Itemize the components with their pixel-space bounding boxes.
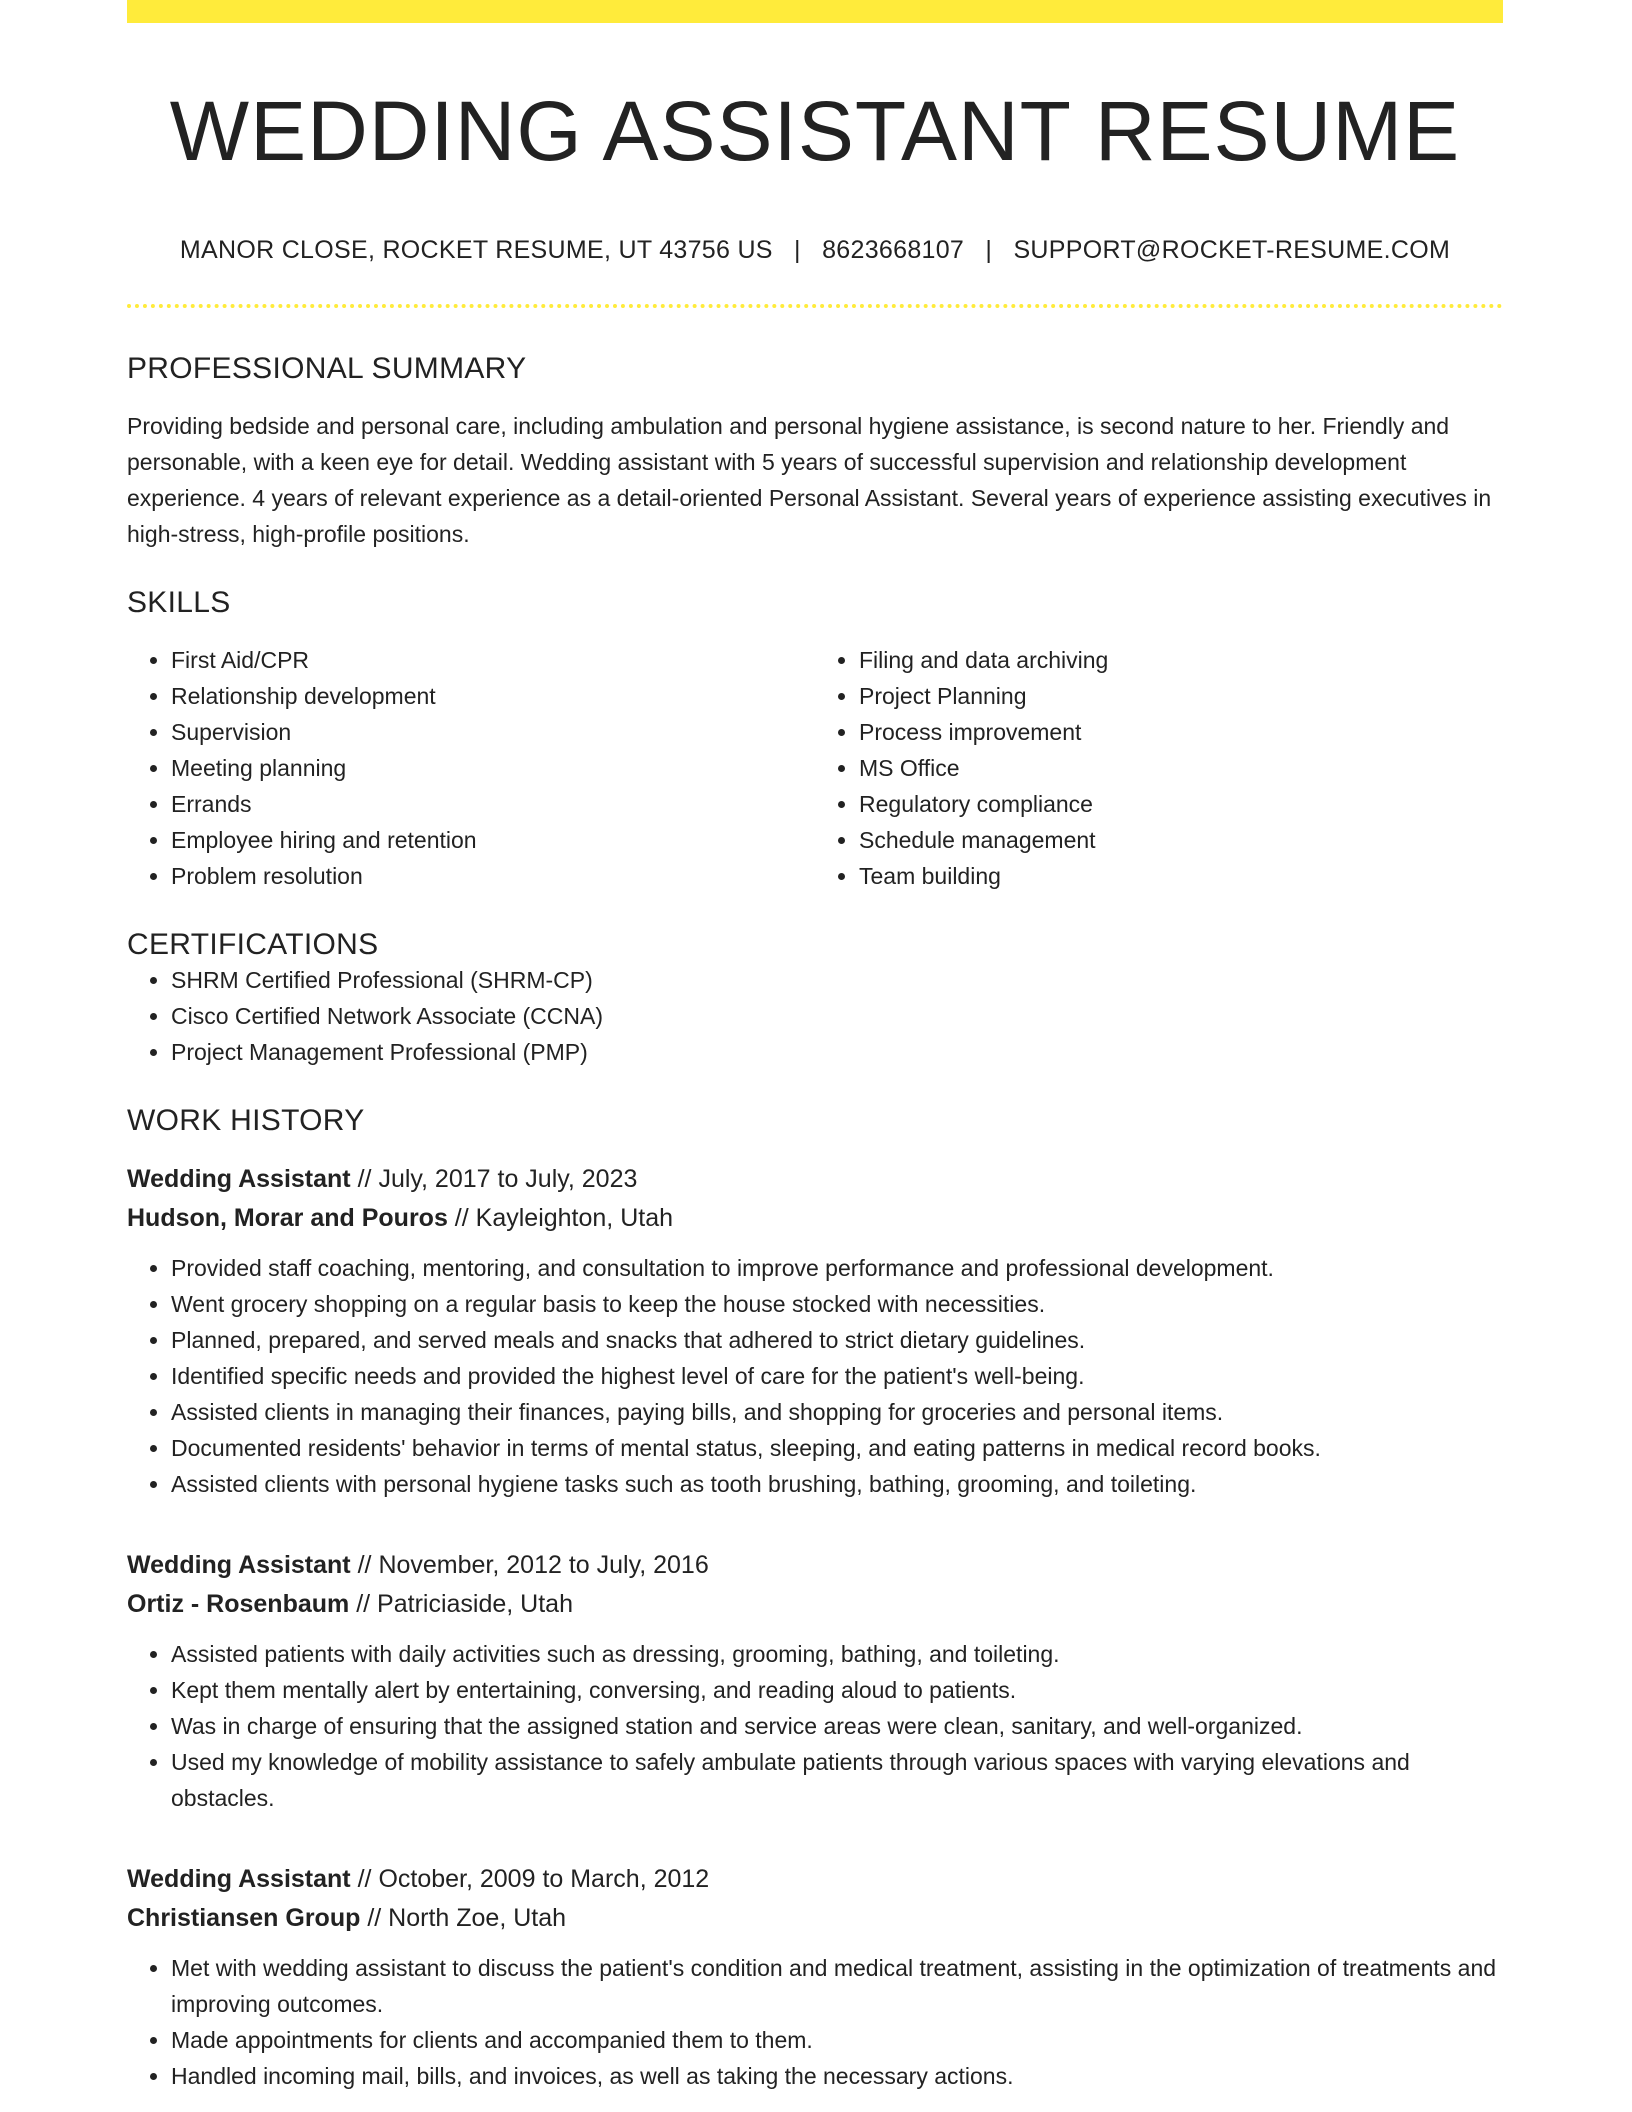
job-location: North Zoe, Utah (388, 1904, 567, 1933)
contact-email: SUPPORT@ROCKET-RESUME.COM (1013, 236, 1451, 265)
skill-item: • First Aid/CPR (171, 642, 815, 678)
job-duty-item: • Made appointments for clients and accompanied them to them. (171, 2022, 1503, 2058)
skill-item: • Supervision (171, 714, 815, 750)
contact-address: MANOR CLOSE, ROCKET RESUME, UT 43756 US (179, 236, 773, 265)
skill-item: • Regulatory compliance (859, 786, 1503, 822)
skill-item: • Process improvement (859, 714, 1503, 750)
skills-list-left (127, 642, 815, 894)
job-separator: // (360, 1904, 389, 1933)
job-dates: November, 2012 to July, 2016 (378, 1551, 709, 1580)
job-title-line (127, 1860, 1503, 1899)
skill-item: • Meeting planning (171, 750, 815, 786)
work-history-heading: WORK HISTORY (127, 1104, 365, 1138)
job-duty-item: • Planned, prepared, and served meals and snacks that adhered to strict dietary guidelines. (171, 1322, 1503, 1358)
job-company-line (127, 1585, 1503, 1624)
summary-heading: PROFESSIONAL SUMMARY (127, 352, 527, 386)
certifications-heading: CERTIFICATIONS (127, 928, 379, 962)
job-duty-item: • Went grocery shopping on a regular basis to keep the house stocked with necessities. (171, 1286, 1503, 1322)
job-entry (127, 1860, 1503, 2094)
summary-text: Providing bedside and personal care, including ambulation and personal hygiene assistance, is second nature to her. Friendly and personable, with a keen eye for detail. Wedding assistant with 5 years of successful supervision and relationship development experience. 4 years of relevant experience as a detail-oriented Personal Assistant. Several years of experience assisting executives in high-stress, high-profile positions. (127, 413, 1492, 548)
work-history-list (127, 1160, 1503, 2094)
skills-heading: SKILLS (127, 586, 231, 620)
contact-separator: | (794, 236, 801, 265)
job-separator: // (350, 1865, 379, 1894)
job-company: Hudson, Morar and Pouros (127, 1204, 448, 1233)
job-duty-item: • Kept them mentally alert by entertaining, conversing, and reading aloud to patients. (171, 1672, 1503, 1708)
job-title: Wedding Assistant (127, 1865, 351, 1894)
resume-page (127, 0, 1503, 2094)
contact-phone: 8623668107 (822, 236, 965, 265)
job-title: Wedding Assistant (127, 1165, 351, 1194)
skill-item: • Project Planning (859, 678, 1503, 714)
job-duty-item: • Met with wedding assistant to discuss the patient's condition and medical treatment, assisting in the optimization of treatments and improving outcomes. (171, 1950, 1503, 2022)
job-duties-list (127, 1950, 1503, 2094)
job-separator: // (350, 1165, 379, 1194)
top-accent-bar (127, 0, 1503, 23)
skills-list-right (815, 642, 1503, 894)
job-separator: // (447, 1204, 476, 1233)
certification-item: • SHRM Certified Professional (SHRM-CP) (171, 962, 1503, 998)
skills-grid (127, 642, 1503, 894)
contact-line (127, 235, 1503, 265)
job-duties-list (127, 1250, 1503, 1502)
job-separator: // (349, 1590, 378, 1619)
skill-item: • Errands (171, 786, 815, 822)
skill-item: • Team building (859, 858, 1503, 894)
job-duty-item: • Used my knowledge of mobility assistance to safely ambulate patients through various spaces with varying elevations and obstacles. (171, 1744, 1503, 1816)
job-duty-item: • Documented residents' behavior in terms of mental status, sleeping, and eating patterns in medical record books. (171, 1430, 1503, 1466)
job-dates: July, 2017 to July, 2023 (378, 1165, 638, 1194)
skill-item: • Schedule management (859, 822, 1503, 858)
job-duty-item: • Identified specific needs and provided the highest level of care for the patient's well-being. (171, 1358, 1503, 1394)
job-duty-item: • Handled incoming mail, bills, and invoices, as well as taking the necessary actions. (171, 2058, 1503, 2094)
job-duty-item: • Assisted clients in managing their finances, paying bills, and shopping for groceries and personal items. (171, 1394, 1503, 1430)
skill-item: • Filing and data archiving (859, 642, 1503, 678)
job-company-line (127, 1199, 1503, 1238)
contact-separator: | (985, 236, 993, 265)
dotted-divider (127, 304, 1503, 308)
certification-item: • Cisco Certified Network Associate (CCNA) (171, 998, 1503, 1034)
skill-item: • Problem resolution (171, 858, 815, 894)
skill-item: • Employee hiring and retention (171, 822, 815, 858)
job-entry (127, 1546, 1503, 1816)
job-company: Ortiz - Rosenbaum (127, 1590, 350, 1619)
certification-item: • Project Management Professional (PMP) (171, 1034, 1503, 1070)
job-duty-item: • Assisted patients with daily activities such as dressing, grooming, bathing, and toileting. (171, 1636, 1503, 1672)
skill-item: • Relationship development (171, 678, 815, 714)
job-duty-item: • Assisted clients with personal hygiene tasks such as tooth brushing, bathing, grooming, and toileting. (171, 1466, 1503, 1502)
job-title-line (127, 1546, 1503, 1585)
job-duty-item: • Was in charge of ensuring that the assigned station and service areas were clean, sanitary, and well-organized. (171, 1708, 1503, 1744)
job-company-line (127, 1899, 1503, 1938)
job-location: Patriciaside, Utah (377, 1590, 573, 1619)
job-location: Kayleighton, Utah (475, 1204, 674, 1233)
job-entry (127, 1160, 1503, 1502)
skill-item: • MS Office (859, 750, 1503, 786)
job-title: Wedding Assistant (127, 1551, 351, 1580)
job-duties-list (127, 1636, 1503, 1816)
job-title-line (127, 1160, 1503, 1199)
job-dates: October, 2009 to March, 2012 (378, 1865, 710, 1894)
certifications-list (127, 962, 1503, 1070)
job-separator: // (350, 1551, 379, 1580)
job-company: Christiansen Group (127, 1904, 361, 1933)
resume-title: WEDDING ASSISTANT RESUME (169, 84, 1461, 178)
job-duty-item: • Provided staff coaching, mentoring, and consultation to improve performance and professional development. (171, 1250, 1503, 1286)
